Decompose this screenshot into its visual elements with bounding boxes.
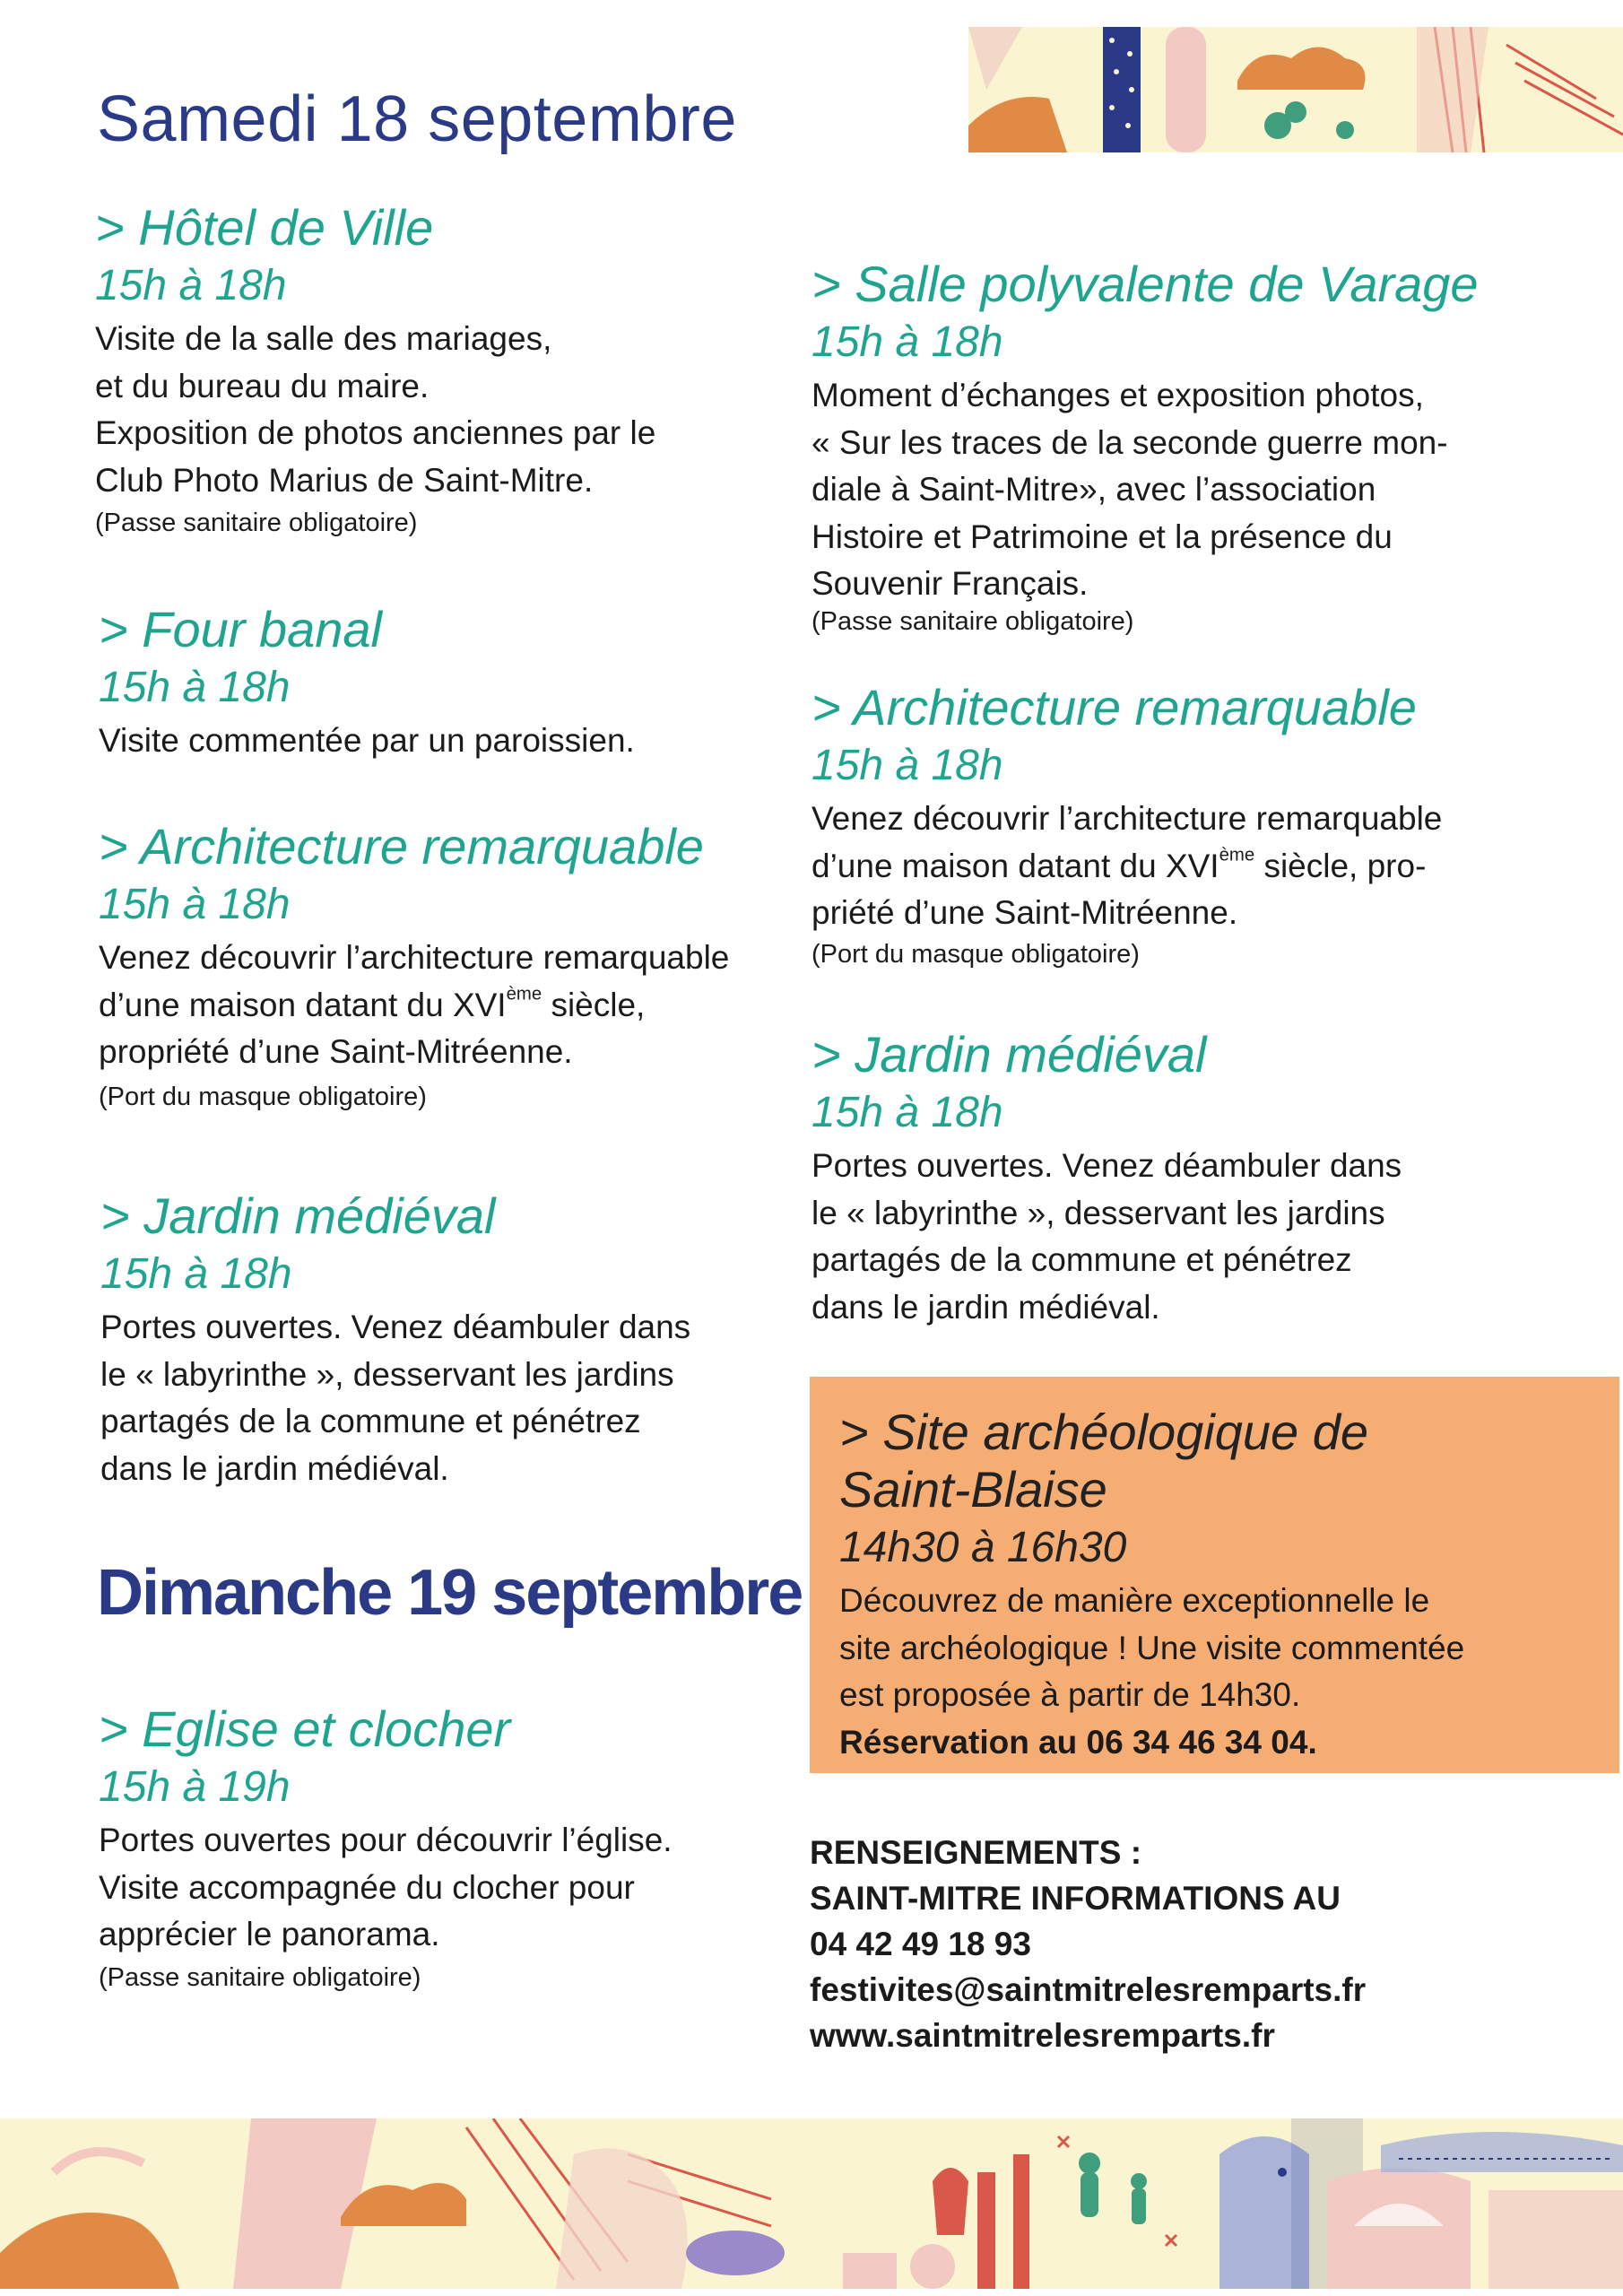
event-site-archeologique bbox=[839, 1404, 1464, 1766]
top-decorative-banner bbox=[968, 27, 1623, 152]
event-time: 15h à 18h bbox=[100, 1250, 292, 1298]
info-email-link[interactable]: festivites@saintmitrelesremparts.fr bbox=[810, 1971, 1367, 2008]
event-architecture bbox=[99, 818, 729, 1121]
event-note: (Passe sanitaire obligatoire) bbox=[95, 509, 418, 537]
event-title: > Architecture remarquable bbox=[99, 818, 704, 874]
reservation-line: Réservation au 06 34 46 34 04. bbox=[839, 1723, 1317, 1761]
event-hotel-de-ville bbox=[95, 199, 655, 547]
description-line bbox=[812, 843, 1442, 891]
event-description: Portes ouvertes. Venez déambuler dans le « labyrinthe », desservant les jardins partagés de la commune et pénétrez dans le jardin médiéval. bbox=[812, 1147, 1402, 1326]
description-text: d’une maison datant du XVI bbox=[812, 847, 1219, 884]
event-title: > Site archéologique de Saint-Blaise bbox=[839, 1404, 1368, 1518]
event-description: Portes ouvertes. Venez déambuler dans le « labyrinthe », desservant les jardins partagés de la commune et pénétrez dans le jardin médiéval. bbox=[100, 1309, 691, 1487]
site-archeologique-box bbox=[810, 1377, 1619, 1773]
event-description: Visite commentée par un paroissien. bbox=[99, 722, 635, 759]
event-note: (Port du masque obligatoire) bbox=[812, 939, 1140, 969]
event-time: 15h à 19h bbox=[99, 1763, 291, 1811]
event-note: (Port du masque obligatoire) bbox=[99, 1082, 427, 1111]
event-four-banal bbox=[99, 601, 635, 765]
event-description: Découvrez de manière exceptionnelle le site archéologique ! Une visite commentée est proposée à partir de 14h30. bbox=[839, 1582, 1465, 1713]
info-website-link[interactable]: www.saintmitrelesremparts.fr bbox=[810, 2017, 1275, 2054]
event-jardin-medieval bbox=[100, 1187, 690, 1492]
description-text: siècle, pro- bbox=[1254, 847, 1427, 884]
event-title: > Architecture remarquable bbox=[812, 679, 1417, 735]
event-salle-polyvalente bbox=[812, 256, 1479, 646]
info-heading: RENSEIGNEMENTS : bbox=[810, 1834, 1142, 1871]
event-description: Visite de la salle des mariages, et du bureau du maire. Exposition de photos anciennes par le Club Photo Marius de Saint-Mitre. bbox=[95, 320, 656, 499]
description-text: siècle, bbox=[542, 986, 646, 1023]
event-time: 15h à 18h bbox=[812, 318, 1003, 366]
event-note: (Passe sanitaire obligatoire) bbox=[812, 606, 1134, 636]
event-description bbox=[812, 796, 1442, 937]
description-line: Venez découvrir l’architecture remarquable bbox=[99, 939, 730, 976]
description-line: Venez découvrir l’architecture remarquable bbox=[812, 800, 1443, 837]
info-phone[interactable]: 04 42 49 18 93 bbox=[810, 1926, 1031, 1962]
event-time: 14h30 à 16h30 bbox=[839, 1524, 1127, 1571]
event-title: > Salle polyvalente de Varage bbox=[812, 256, 1479, 312]
saturday-title: Samedi 18 septembre bbox=[97, 83, 737, 155]
event-title: > Jardin médiéval bbox=[812, 1026, 1207, 1083]
description-line: priété d’une Saint-Mitréenne. bbox=[812, 894, 1238, 931]
event-title: > Four banal bbox=[99, 601, 382, 657]
sunday-title: Dimanche 19 septembre bbox=[97, 1557, 803, 1629]
event-eglise-clocher bbox=[99, 1700, 673, 2002]
superscript: ème bbox=[506, 984, 542, 1004]
event-description bbox=[99, 935, 729, 1076]
event-note: (Passe sanitaire obligatoire) bbox=[99, 1962, 421, 1992]
event-architecture-right bbox=[812, 679, 1442, 978]
superscript: ème bbox=[1219, 845, 1255, 865]
info-subheading: SAINT-MITRE INFORMATIONS AU bbox=[810, 1880, 1341, 1917]
event-description: Portes ouvertes pour découvrir l’église. Visite accompagnée du clocher pour apprécier le panorama. bbox=[99, 1822, 673, 1952]
event-time: 15h à 18h bbox=[99, 664, 291, 711]
event-description: Moment d’échanges et exposition photos, « Sur les traces de la seconde guerre mon- diale à Saint-Mitre», avec l’association Histoire et Patrimoine et la présence du Souvenir Français. bbox=[812, 377, 1448, 602]
event-title: > Hôtel de Ville bbox=[95, 199, 434, 256]
event-jardin-medieval-right bbox=[812, 1026, 1402, 1331]
event-time: 15h à 18h bbox=[95, 262, 287, 309]
description-text: d’une maison datant du XVI bbox=[99, 986, 507, 1023]
description-line bbox=[99, 982, 729, 1030]
event-time: 15h à 18h bbox=[812, 1089, 1003, 1136]
event-title: > Jardin médiéval bbox=[100, 1187, 496, 1244]
event-time: 15h à 18h bbox=[812, 742, 1003, 789]
info-block bbox=[810, 1830, 1366, 2058]
event-title: > Eglise et clocher bbox=[99, 1700, 511, 1757]
bottom-decorative-banner bbox=[0, 2118, 1623, 2289]
event-time: 15h à 18h bbox=[99, 881, 291, 928]
description-line: propriété d’une Saint-Mitréenne. bbox=[99, 1033, 573, 1070]
